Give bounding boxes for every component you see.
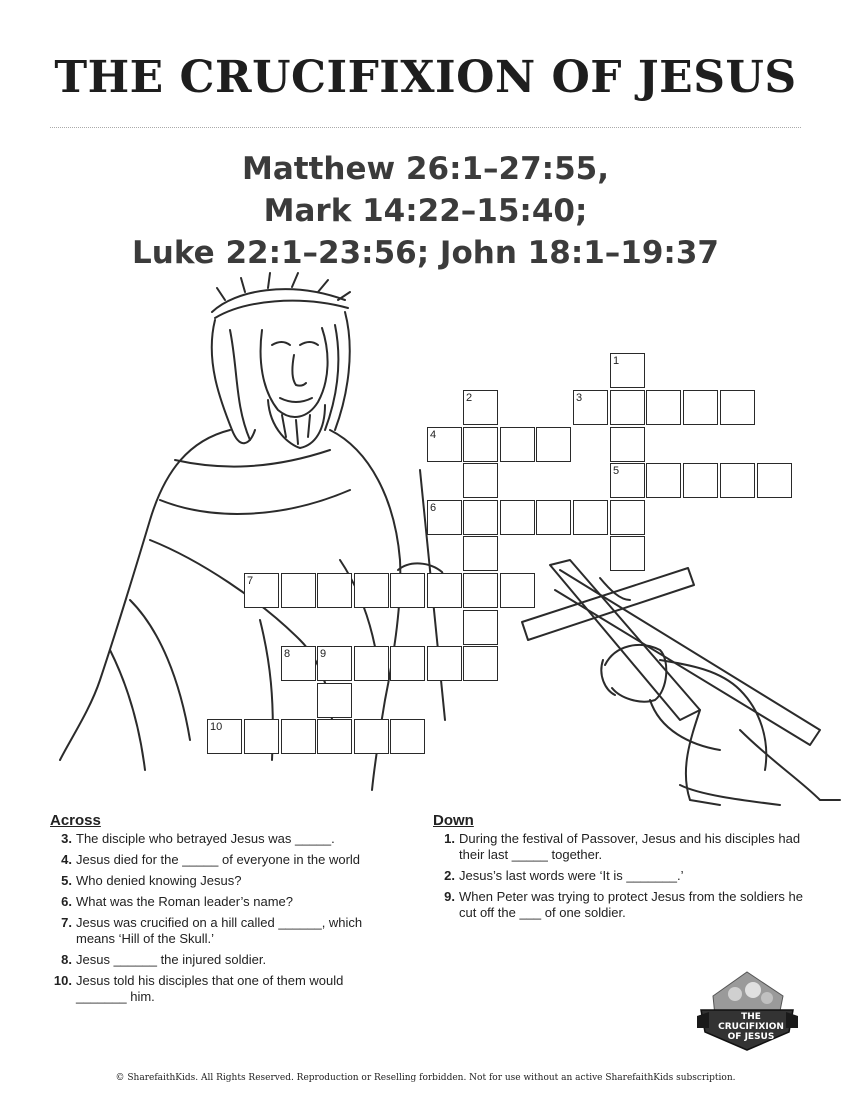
copyright-footer: © SharefaithKids. All Rights Reserved. Reproduction or Reselling forbidden. Not for use without an active SharefaithKids subscription. [115, 1073, 736, 1083]
clue-number-9: 9 [320, 648, 327, 660]
lesson-badge-logo [695, 966, 800, 1056]
crossword-cell[interactable] [281, 573, 316, 608]
clue-item: 1. During the festival of Passover, Jesus and his disciples had their last _____ together. [444, 831, 801, 862]
crossword-cell[interactable] [463, 536, 498, 571]
crossword-cell[interactable] [463, 427, 498, 462]
reference-line: Mark 14:22–15:40; [263, 193, 588, 229]
crossword-cell[interactable] [463, 463, 498, 498]
clue-number-7: 7 [247, 575, 254, 587]
crossword-cell[interactable] [500, 500, 535, 535]
down-heading: Down [433, 812, 474, 829]
clue-item: 10. Jesus told his disciples that one of them would _______ him. [53, 973, 344, 1004]
crossword-cell[interactable] [610, 500, 645, 535]
crossword-cell[interactable] [317, 719, 352, 754]
clue-number-8: 8 [284, 648, 291, 660]
clue-number-5: 5 [613, 465, 620, 477]
crossword-cell[interactable] [536, 500, 571, 535]
crossword-cell[interactable] [500, 573, 535, 608]
crossword-cell[interactable] [390, 719, 425, 754]
crossword-cell[interactable] [244, 719, 279, 754]
crossword-cell[interactable] [646, 390, 681, 425]
crossword-cell[interactable] [610, 427, 645, 462]
clue-number-4: 4 [430, 429, 437, 441]
clue-number-6: 6 [430, 502, 437, 514]
crossword-cell[interactable] [720, 463, 755, 498]
across-clues [50, 813, 395, 1010]
crossword-cell[interactable] [317, 683, 352, 718]
crossword-cell[interactable] [463, 573, 498, 608]
reference-line: Luke 22:1–23:56; John 18:1–19:37 [132, 235, 719, 271]
crossword-cell[interactable] [281, 719, 316, 754]
clue-item: 8. Jesus ______ the injured soldier. [61, 952, 267, 967]
crossword-cell[interactable] [720, 390, 755, 425]
across-heading: Across [50, 812, 101, 829]
clue-number-2: 2 [466, 392, 473, 404]
crossword-cell[interactable] [610, 390, 645, 425]
crossword-cell[interactable] [427, 573, 462, 608]
crossword-cell[interactable] [757, 463, 792, 498]
crossword-cell[interactable] [573, 500, 608, 535]
clue-item: 2. Jesus’s last words were ‘It is _______.’ [444, 868, 684, 883]
badge-text: THE CRUCIFIXION OF JESUS [718, 1012, 784, 1042]
clue-item: 3. The disciple who betrayed Jesus was _____. [61, 831, 335, 846]
clue-item: 5. Who denied knowing Jesus? [61, 873, 242, 888]
crossword-cell[interactable] [646, 463, 681, 498]
crossword-cell[interactable] [683, 463, 718, 498]
page-title: THE CRUCIFIXION OF JESUS [54, 52, 797, 103]
crossword-cell[interactable] [610, 536, 645, 571]
crossword-cell[interactable] [390, 646, 425, 681]
crossword-cell[interactable] [463, 500, 498, 535]
crossword-cell[interactable] [390, 573, 425, 608]
clue-item: 6. What was the Roman leader’s name? [61, 894, 294, 909]
crossword-cell[interactable] [354, 573, 389, 608]
crossword-cell[interactable] [354, 719, 389, 754]
clue-item: 4. Jesus died for the _____ of everyone in the world [61, 852, 361, 867]
crossword-cell[interactable] [427, 646, 462, 681]
crossword-cell[interactable] [317, 573, 352, 608]
crossword-cell[interactable] [536, 427, 571, 462]
clue-number-10: 10 [210, 721, 223, 733]
clue-item: 9. When Peter was trying to protect Jesus from the soldiers he cut off the ___ of one soldier. [444, 889, 803, 920]
clue-number-3: 3 [576, 392, 583, 404]
crossword-cell[interactable] [463, 610, 498, 645]
crossword-cell[interactable] [463, 646, 498, 681]
reference-line: Matthew 26:1–27:55, [242, 151, 609, 187]
crossword-cell[interactable] [683, 390, 718, 425]
crossword-cell[interactable] [500, 427, 535, 462]
down-clues [433, 813, 803, 926]
clue-number-1: 1 [613, 355, 620, 367]
clue-item: 7. Jesus was crucified on a hill called ______, which means ‘Hill of the Skull.’ [61, 915, 363, 946]
crossword-cell[interactable] [354, 646, 389, 681]
